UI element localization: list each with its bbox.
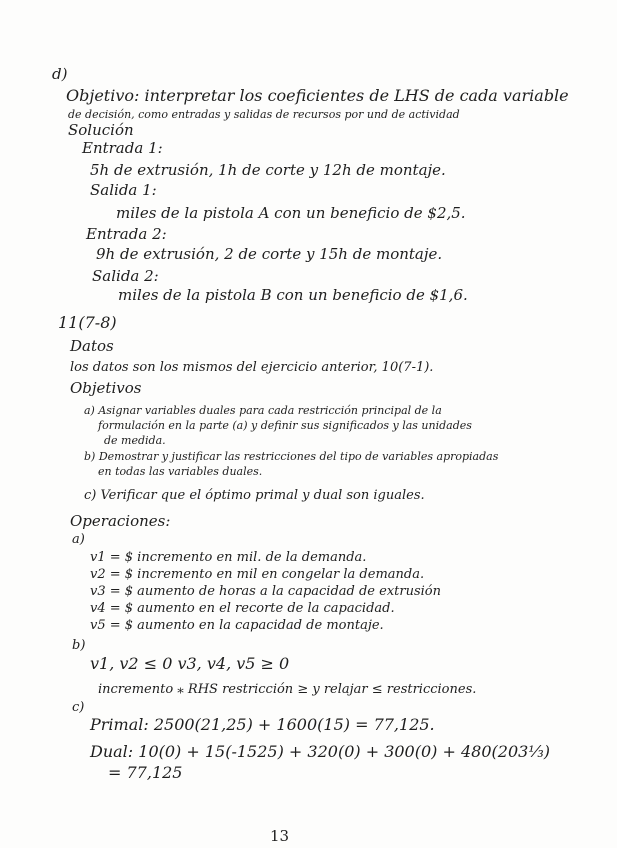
entrada-2-text: 9h de extrusión, 2 de corte y 15h de montaje. xyxy=(96,245,443,263)
dual-variable-v3: v3 = $ aumento de horas a la capacidad de extrusión xyxy=(90,584,441,599)
objetivos-heading: Objetivos xyxy=(70,379,142,397)
solucion-heading: Solución xyxy=(68,121,134,139)
page-number: 13 xyxy=(270,827,290,845)
restriction-note: incremento ⁎ RHS restricción ≥ y relajar ≤ restricciones. xyxy=(98,682,477,697)
dual-value: Dual: 10(0) + 15(-1525) + 320(0) + 300(0) + 480(203⅓) xyxy=(90,742,551,761)
section-d-label: d) xyxy=(52,65,68,83)
primal-value: Primal: 2500(21,25) + 1600(15) = 77,125. xyxy=(90,715,435,734)
dual-variable-v4: v4 = $ aumento en el recorte de la capacidad. xyxy=(90,601,395,616)
objetivo-b-line-2: en todas las variables duales. xyxy=(98,465,263,478)
entrada-1-text: 5h de extrusión, 1h de corte y 12h de montaje. xyxy=(90,161,446,179)
salida-1-text: miles de la pistola A con un beneficio de $2,5. xyxy=(116,204,466,222)
objetivo-a-line-1: a) Asignar variables duales para cada restricción principal de la xyxy=(84,404,442,417)
objetivo-b-line-1: b) Demostrar y justificar las restricciones del tipo de variables apropiadas xyxy=(84,450,499,463)
objetivo-a-line-2: formulación en la parte (a) y definir sus significados y las unidades xyxy=(98,419,472,432)
operation-c-label: c) xyxy=(72,700,85,715)
dual-variable-v2: v2 = $ incremento en mil en congelar la demanda. xyxy=(90,567,425,582)
objetivo-a-line-3: de medida. xyxy=(104,434,166,447)
dual-variable-v5: v5 = $ aumento en la capacidad de montaje. xyxy=(90,618,384,633)
exercise-11-label: 11(7-8) xyxy=(58,313,117,332)
salida-1-label: Salida 1: xyxy=(90,181,157,199)
salida-2-text: miles de la pistola B con un beneficio de $1,6. xyxy=(118,286,468,304)
datos-heading: Datos xyxy=(70,337,114,355)
objetivo-line-2: de decisión, como entradas y salidas de recursos por und de actividad xyxy=(68,108,460,121)
operation-b-label: b) xyxy=(72,638,86,653)
datos-text: los datos son los mismos del ejercicio anterior, 10(7-1). xyxy=(70,360,434,375)
objetivo-c: c) Verificar que el óptimo primal y dual son iguales. xyxy=(84,488,425,503)
sign-restrictions: v1, v2 ≤ 0 v3, v4, v5 ≥ 0 xyxy=(90,654,290,673)
entrada-2-label: Entrada 2: xyxy=(86,225,167,243)
salida-2-label: Salida 2: xyxy=(92,267,159,285)
entrada-1-label: Entrada 1: xyxy=(82,139,163,157)
dual-result: = 77,125 xyxy=(108,763,183,782)
operation-a-label: a) xyxy=(72,532,85,547)
dual-variable-v1: v1 = $ incremento en mil. de la demanda. xyxy=(90,550,367,565)
operaciones-heading: Operaciones: xyxy=(70,512,171,530)
objetivo-line-1: Objetivo: interpretar los coeficientes de LHS de cada variable xyxy=(66,86,569,105)
